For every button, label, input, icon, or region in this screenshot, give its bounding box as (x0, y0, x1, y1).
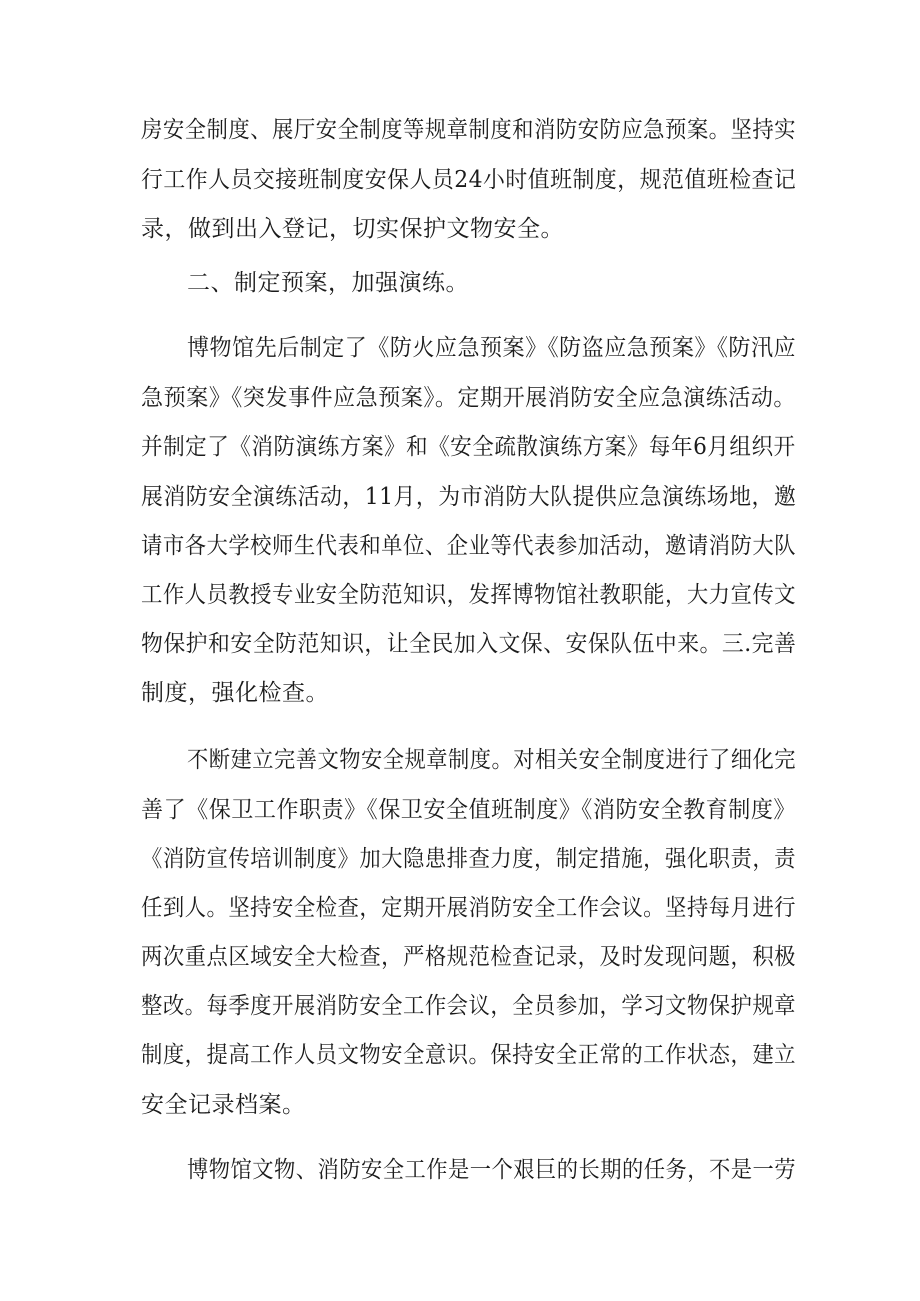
body-text-line: 整改。每季度开展消防安全工作会议，全员参加，学习文物保护规章 (141, 993, 797, 1019)
body-text-line: 任到人。坚持安全检查，定期开展消防安全工作会议。坚持每月进行 (141, 895, 797, 921)
body-text-line: 博物馆先后制定了《防火应急预案》《防盗应急预案》《防汛应 (187, 335, 797, 361)
body-text-line: 请市各大学校师生代表和单位、企业等代表参加活动，邀请消防大队 (141, 533, 797, 559)
body-text-line: 两次重点区域安全大检查，严格规范检查记录，及时发现问题，积极 (141, 944, 797, 970)
body-text-line: 行工作人员交接班制度安保人员24小时值班制度，规范值班检查记 (141, 167, 797, 193)
body-text-line: 录，做到出入登记，切实保护文物安全。 (141, 216, 564, 242)
body-text-line: 安全记录档案。 (141, 1092, 306, 1118)
section-heading: 二、制定预案，加强演练。 (187, 270, 469, 296)
body-text-line: 善了《保卫工作职责》《保卫安全值班制度》《消防安全教育制度》 (141, 797, 796, 823)
body-text-line: 急预案》《突发事件应急预案》。定期开展消防安全应急演练活动。 (141, 385, 796, 411)
body-text-line: 制度，提高工作人员文物安全意识。保持安全正常的工作状态，建立 (141, 1042, 797, 1068)
body-text-line: 物保护和安全防范知识，让全民加入文保、安保队伍中来。三.完善 (141, 631, 797, 657)
body-text-line: 房安全制度、展厅安全制度等规章制度和消防安防应急预案。坚持实 (141, 117, 797, 143)
body-text-line: 《消防宣传培训制度》加大隐患排查力度，制定措施，强化职责，责 (141, 846, 797, 872)
body-text-line: 不断建立完善文物安全规章制度。对相关安全制度进行了细化完 (187, 747, 796, 773)
body-text-line: 博物馆文物、消防安全工作是一个艰巨的长期的任务，不是一劳 (187, 1157, 796, 1183)
body-text-line: 并制定了《消防演练方案》和《安全疏散演练方案》每年6月组织开 (141, 434, 796, 460)
body-text-line: 制度，强化检查。 (141, 680, 329, 706)
body-text-line: 展消防安全演练活动，11月，为市消防大队提供应急演练场地，邀 (141, 484, 797, 510)
body-text-line: 工作人员教授专业安全防范知识，发挥博物馆社教职能，大力宣传文 (141, 582, 797, 608)
